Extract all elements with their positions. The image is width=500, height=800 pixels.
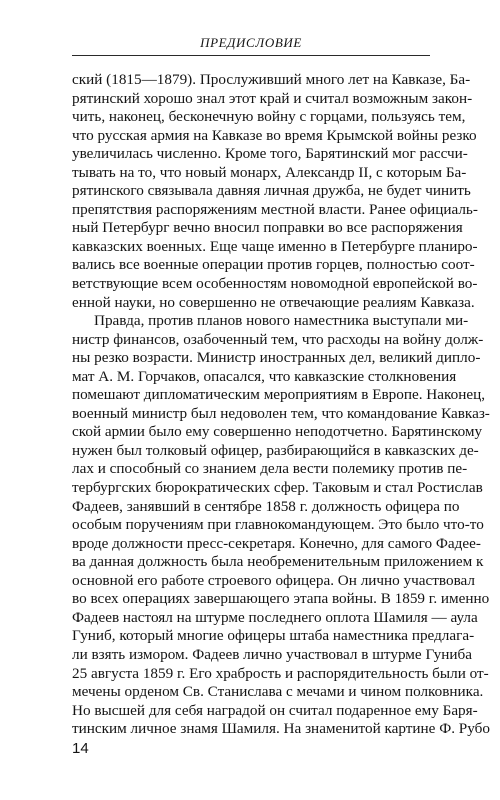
text-line: кавказских военных. Еще чаще именно в Петербурге планиро- [72, 237, 478, 255]
paragraph [72, 312, 490, 739]
text-line: мечены орденом Св. Станислава с мечами и чином полковника. [72, 683, 484, 701]
text-line: основной его работе строевого офицера. Он лично участвовал [72, 571, 475, 589]
text-line: ский (1815—1879). Прослуживший много лет на Кавказе, Ба- [72, 71, 471, 88]
text-line: Фадеев настоял на штурме последнего оплота Шамиля — аула [72, 608, 478, 626]
text-line: мат А. М. Горчаков, опасался, что кавказские столкновения [72, 367, 457, 385]
text-line: особым поручениям при главнокомандующем. Это было что-то [72, 516, 484, 534]
text-line: тывать на то, что новый монарх, Александр II, с которым Ба- [72, 163, 467, 181]
text-line: нистр финансов, озабоченный тем, что расходы на войну долж- [72, 330, 484, 348]
text-line: Правда, против планов нового наместника выступали ми- [94, 312, 469, 330]
text-line: енной науки, но совершенно не отвечающие реалиям Кавказа. [72, 293, 475, 311]
text-line: военный министр был недоволен тем, что командование Кавказ- [72, 404, 490, 422]
text-line: Гуниб, который многие офицеры штаба наместника предлага- [72, 627, 475, 645]
text-line: увеличилась численно. Кроме того, Барятинский мог рассчи- [72, 145, 468, 163]
text-line: что русская армия на Кавказе во время Крымской войны резко [72, 126, 477, 144]
page-number: 14 [72, 740, 89, 757]
text-line: лах и способный со знанием дела вести полемику против пе- [72, 460, 468, 478]
text-line: тербургских бюрократических сфер. Таковым и стал Ростислав [72, 479, 483, 497]
header-rule [72, 55, 430, 56]
text-line: ветствующие всем особенностям новомодной европейской во- [72, 275, 478, 293]
text-line: Фадеев, занявший в сентябре 1858 г. должность офицера по [72, 497, 460, 515]
text-line: рятинского связывала давняя личная дружба, не будет чинить [72, 182, 471, 200]
running-head: ПРЕДИСЛОВИЕ [200, 35, 302, 50]
paragraph [72, 71, 478, 312]
text-line: рятинский хорошо знал этот край и считал возможным закон- [72, 89, 473, 107]
text-line: ва данная должность была необременительным приложением к [72, 553, 484, 571]
text-line: ской армии было ему совершенно неподотчетно. Барятинскому [72, 423, 483, 441]
text-line: тинским личное знамя Шамиля. На знаменитой картине Ф. Рубо [72, 720, 490, 738]
text-line: нужен был толковый офицер, разбирающийся в кавказских де- [72, 441, 479, 459]
text-line: вроде должности пресс-секретаря. Конечно, для самого Фадее- [72, 534, 481, 552]
text-line: ли взять измором. Фадеев лично участвовал в штурме Гуниба [72, 645, 472, 663]
text-line: Но высшей для себя наградой он считал подаренное ему Баря- [72, 701, 478, 719]
body-text [72, 71, 490, 739]
text-line: помешают дипломатическим мероприятиям в Европе. Наконец, [72, 386, 485, 404]
text-line: во всех операциях завершающего этапа войны. В 1859 г. именно [72, 590, 490, 608]
text-line: чить, наконец, бесконечную войну с горцами, пользуясь тем, [72, 108, 466, 126]
text-line: 25 августа 1859 г. Его храбрость и распорядительность были от- [72, 664, 489, 682]
text-line: вались все военные операции против горцев, полностью соот- [72, 256, 475, 274]
text-line: ный Петербург вечно вносил поправки во все распоряжения [72, 219, 463, 237]
text-line: препятствия распоряжениям местной власти. Ранее официаль- [72, 200, 478, 218]
text-line: ны резко возрасти. Министр иностранных дел, великий дипло- [72, 349, 481, 367]
